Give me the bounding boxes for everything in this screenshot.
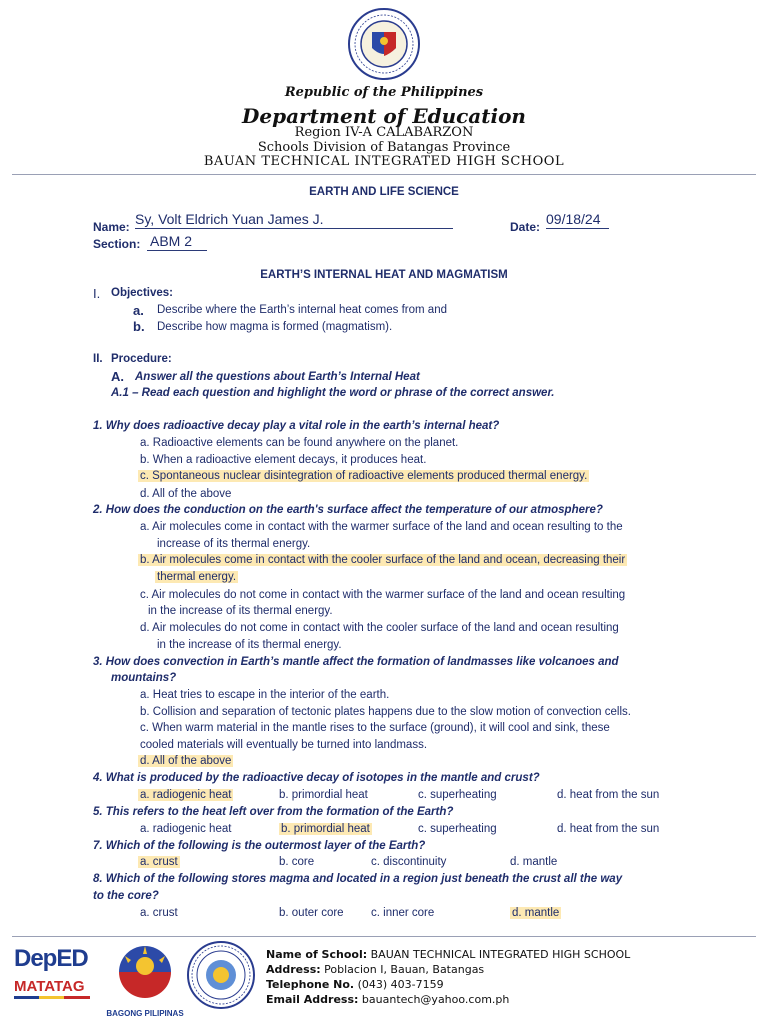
email-value[interactable]: bauantech@yahoo.com.ph <box>361 993 510 1006</box>
q7-option-a-highlighted[interactable]: a. crust <box>140 856 178 868</box>
objectives-label: Objectives: <box>111 287 173 299</box>
region-line: Region IV-A CALABARZON <box>294 125 474 140</box>
q2-option-d-line2[interactable]: in the increase of its thermal energy. <box>157 639 342 651</box>
procedure-number: II. <box>93 353 103 365</box>
q5-option-c[interactable]: c. superheating <box>418 823 497 835</box>
q7-option-c[interactable]: c. discontinuity <box>371 856 447 868</box>
school-seal <box>186 940 256 1010</box>
q2-option-a-line1[interactable]: a. Air molecules come in contact with the warmer surface of the land and ocean resulting to the <box>140 521 623 533</box>
q2-option-a-line2[interactable]: increase of its thermal energy. <box>157 538 311 550</box>
q1-option-c-highlighted[interactable]: c. Spontaneous nuclear disintegration of radioactive elements produced thermal energy. <box>140 470 588 482</box>
q2-option-c-line2[interactable]: in the increase of its thermal energy. <box>148 605 333 617</box>
q1-option-a[interactable]: a. Radioactive elements can be found anywhere on the planet. <box>140 437 459 449</box>
footer-divider <box>12 936 756 937</box>
date-field[interactable]: 09/18/24 <box>546 211 609 229</box>
question-2: 2. How does the conduction on the earth's surface affect the temperature of our atmosphere? <box>93 504 603 516</box>
q5-option-d[interactable]: d. heat from the sun <box>557 823 660 835</box>
q4-option-b[interactable]: b. primordial heat <box>279 789 368 801</box>
bagong-pilipinas-emblem <box>105 940 185 1004</box>
objective-a-text: Describe where the Earth’s internal heat comes from and <box>157 304 447 316</box>
matatag-stripe <box>14 996 90 999</box>
q1-option-d[interactable]: d. All of the above <box>140 488 232 500</box>
q4-option-a-highlighted[interactable]: a. radiogenic heat <box>140 789 232 801</box>
question-8-line1: 8. Which of the following stores magma and located in a region just beneath the crust all the way <box>93 873 623 885</box>
q8-option-a[interactable]: a. crust <box>140 907 178 919</box>
question-4: 4. What is produced by the radioactive decay of isotopes in the mantle and crust? <box>93 772 540 784</box>
date-label: Date: <box>510 220 541 234</box>
q2-option-b-highlighted-line1[interactable]: b. Air molecules come in contact with the cooler surface of the land and ocean, decreasing their <box>140 554 626 566</box>
q7-option-d[interactable]: d. mantle <box>510 856 558 868</box>
telephone-value: (043) 403-7159 <box>357 978 444 991</box>
q2-option-d-line1[interactable]: d. Air molecules do not come in contact with the cooler surface of the land and ocean resulting <box>140 622 619 634</box>
email-label: Email Address: <box>266 993 359 1006</box>
matatag-wordmark: MATATAG <box>14 978 85 995</box>
question-3-line2: mountains? <box>111 672 177 684</box>
q3-option-c-line2[interactable]: cooled materials will eventually be turned into landmass. <box>140 739 428 751</box>
deped-seal <box>348 8 420 80</box>
objectives-number: I. <box>93 286 101 301</box>
section-label: Section: <box>93 237 141 251</box>
q3-option-d-highlighted[interactable]: d. All of the above <box>140 755 232 767</box>
q2-option-b-highlighted-line2[interactable]: thermal energy. <box>157 571 237 583</box>
q8-option-d-highlighted[interactable]: d. mantle <box>512 907 560 919</box>
objective-b-letter: b. <box>133 319 145 334</box>
q4-option-c[interactable]: c. superheating <box>418 789 497 801</box>
address-value: Poblacion I, Bauan, Batangas <box>324 963 485 976</box>
bagong-pilipinas-text: BAGONG PILIPINAS <box>106 1009 184 1018</box>
q3-option-b[interactable]: b. Collision and separation of tectonic plates happens due to the slow motion of convection cells. <box>140 706 631 718</box>
deped-wordmark: DepED <box>14 945 88 972</box>
footer-contact <box>266 947 630 1007</box>
objective-b-text: Describe how magma is formed (magmatism). <box>157 321 393 333</box>
republic-line: Republic of the Philippines <box>284 85 484 100</box>
department-line: Department of Education <box>242 104 526 128</box>
deped-logo <box>14 946 92 1006</box>
objective-a-letter: a. <box>133 303 144 318</box>
telephone-label: Telephone No. <box>266 978 355 991</box>
procedure-a1-text: A.1 – Read each question and highlight the word or phrase of the correct answer. <box>111 387 555 399</box>
address-label: Address: <box>266 963 321 976</box>
q8-option-b[interactable]: b. outer core <box>279 907 344 919</box>
procedure-a-letter: A. <box>111 369 124 384</box>
worksheet-title: EARTH’S INTERNAL HEAT AND MAGMATISM <box>260 269 508 281</box>
name-field[interactable]: Sy, Volt Eldrich Yuan James J. <box>135 211 453 229</box>
q2-option-c-line1[interactable]: c. Air molecules do not come in contact with the warmer surface of the land and ocean resulting <box>140 589 626 601</box>
school-line: BAUAN TECHNICAL INTEGRATED HIGH SCHOOL <box>203 154 565 169</box>
q8-option-c[interactable]: c. inner core <box>371 907 435 919</box>
header-divider <box>12 174 756 175</box>
question-5: 5. This refers to the heat left over from the formation of the Earth? <box>93 806 454 818</box>
q3-option-c-line1[interactable]: c. When warm material in the mantle rises to the surface (ground), it will cool and sink, these <box>140 722 610 734</box>
name-label: Name: <box>93 220 130 234</box>
q5-option-b-highlighted[interactable]: b. primordial heat <box>281 823 370 835</box>
q7-option-b[interactable]: b. core <box>279 856 315 868</box>
question-7: 7. Which of the following is the outermost layer of the Earth? <box>93 840 426 852</box>
question-3-line1: 3. How does convection in Earth’s mantle affect the formation of landmasses like volcanoes and <box>93 656 619 668</box>
q5-option-a[interactable]: a. radiogenic heat <box>140 823 232 835</box>
school-name-label: Name of School: <box>266 948 368 961</box>
bagong-pilipinas-logo <box>105 940 185 1016</box>
question-1: 1. Why does radioactive decay play a vital role in the earth’s internal heat? <box>93 420 500 432</box>
question-8-line2: to the core? <box>93 890 159 902</box>
procedure-label: Procedure: <box>111 353 172 365</box>
section-field[interactable]: ABM 2 <box>147 233 207 251</box>
school-name-value: BAUAN TECHNICAL INTEGRATED HIGH SCHOOL <box>370 948 631 961</box>
subject-title: EARTH AND LIFE SCIENCE <box>309 186 459 198</box>
q4-option-d[interactable]: d. heat from the sun <box>557 789 660 801</box>
division-line: Schools Division of Batangas Province <box>257 140 511 155</box>
q1-option-b[interactable]: b. When a radioactive element decays, it produces heat. <box>140 454 427 466</box>
procedure-a-text: Answer all the questions about Earth’s Internal Heat <box>135 371 420 383</box>
q3-option-a[interactable]: a. Heat tries to escape in the interior of the earth. <box>140 689 390 701</box>
